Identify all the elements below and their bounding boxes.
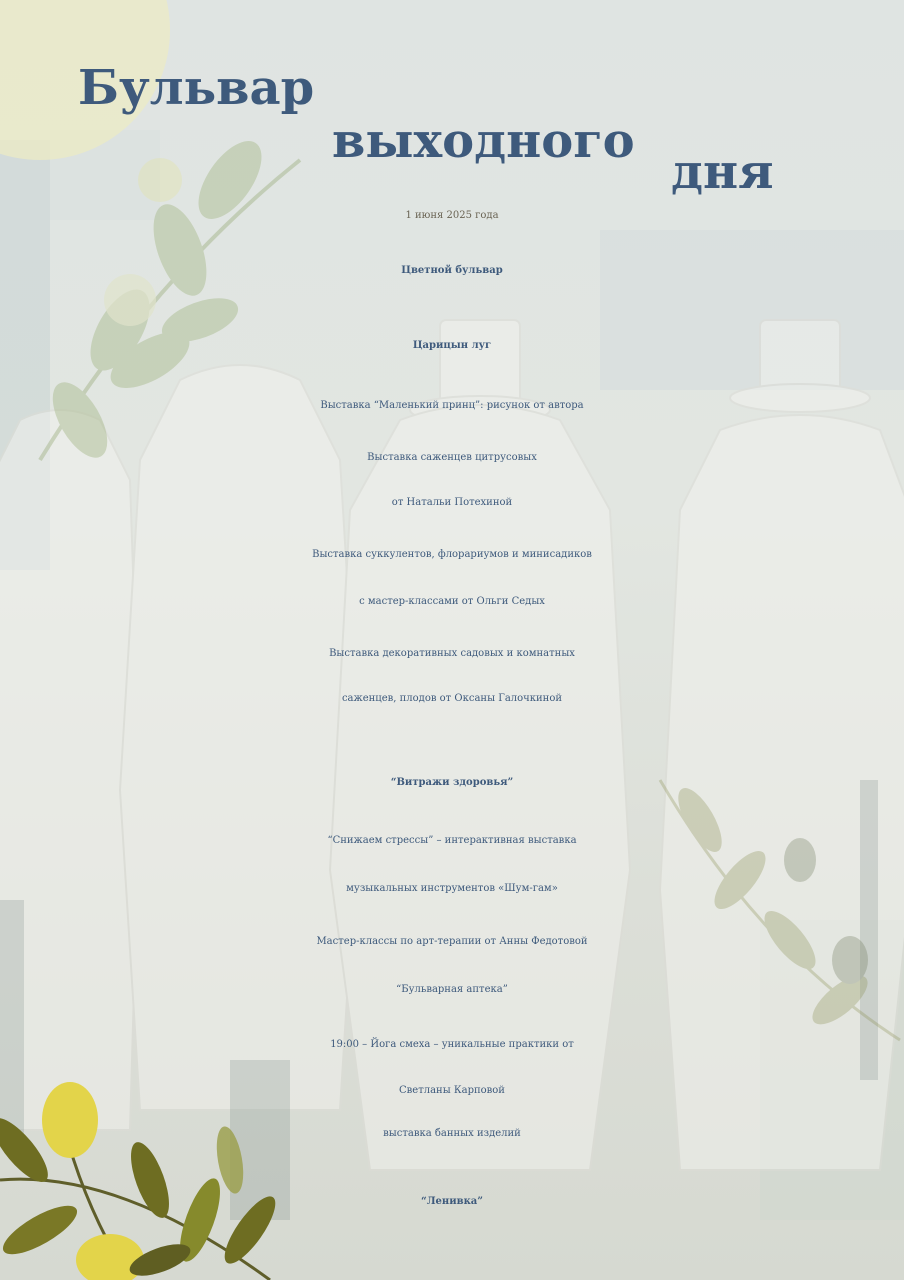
zone1-item-3: от Натальи Потехиной xyxy=(391,497,513,508)
title-line-1: Бульвар xyxy=(78,60,315,116)
zone2-item-4: “Бульварная аптека” xyxy=(396,984,508,995)
zone2-item-3: Мастер-классы по арт-терапии от Анны Федотовой xyxy=(316,936,588,947)
zone1-title: Царицын луг xyxy=(412,340,492,351)
event-date: 1 июня 2025 года xyxy=(405,210,499,221)
zone1-item-2: Выставка саженцев цитрусовых xyxy=(367,452,537,463)
zone1-item-4: Выставка суккулентов, флорариумов и минисадиков xyxy=(312,549,592,560)
title-line-3: дня xyxy=(671,144,774,200)
title-line-2: выходного xyxy=(332,113,635,169)
zone2-item-2: музыкальных инструментов «Шум-гам» xyxy=(346,883,558,894)
zone2-item-5: 19:00 – Йога смеха – уникальные практики от xyxy=(330,1039,574,1050)
zone3-title: “Ленивка” xyxy=(420,1196,484,1207)
zone2-item-7: выставка банных изделий xyxy=(383,1128,521,1139)
zone1-item-1: Выставка “Маленький принц”: рисунок от автора xyxy=(320,400,584,411)
zone1-item-5: с мастер-классами от Ольги Седых xyxy=(359,596,545,607)
zone1-item-6: Выставка декоративных садовых и комнатных xyxy=(329,648,575,659)
zone2-item-6: Светланы Карповой xyxy=(399,1085,505,1096)
zone2-item-1: “Снижаем стрессы” – интерактивная выставка xyxy=(327,835,577,846)
venue-title: Цветной бульвар xyxy=(401,265,503,276)
zone1-item-7: саженцев, плодов от Оксаны Галочкиной xyxy=(341,693,563,704)
zone2-title: “Витражи здоровья” xyxy=(390,777,514,788)
